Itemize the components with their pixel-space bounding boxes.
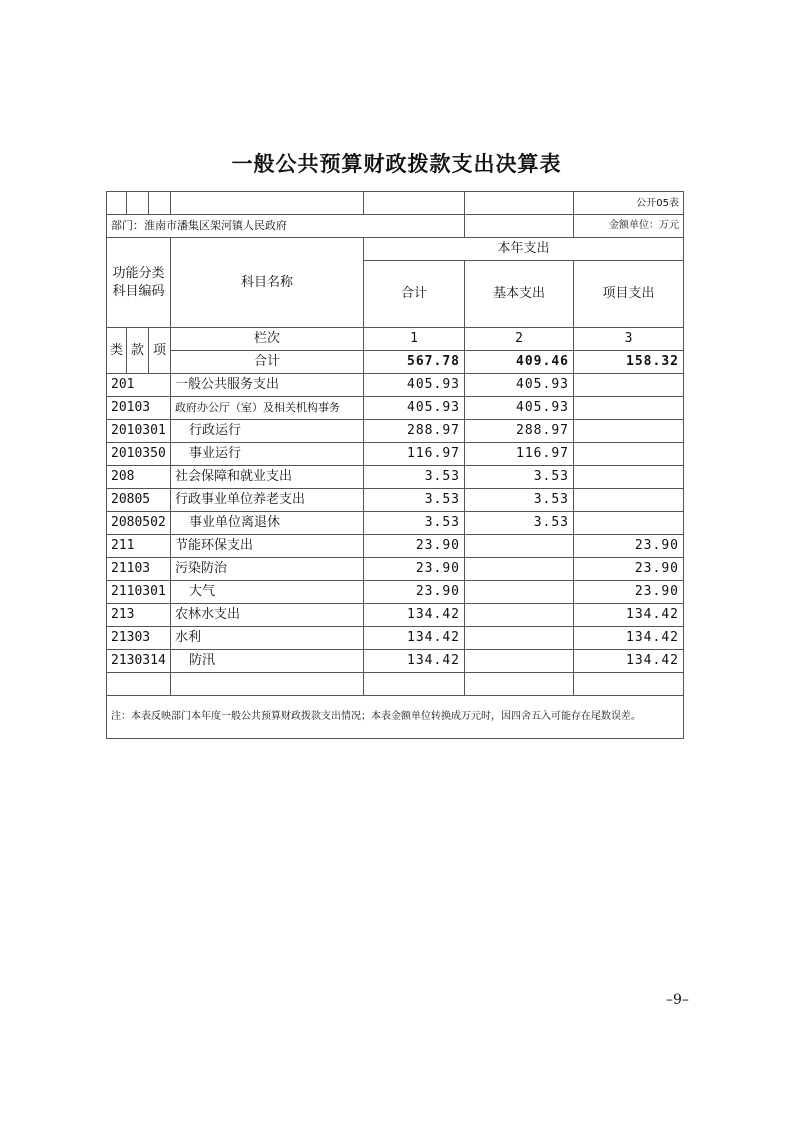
row-total: 23.90	[364, 581, 465, 604]
row-total: 3.53	[364, 512, 465, 535]
row-total: 288.97	[364, 420, 465, 443]
row-basic: 116.97	[465, 443, 574, 466]
row-code: 2130314	[107, 650, 171, 673]
row-code: 2010301	[107, 420, 171, 443]
row-project: 23.90	[574, 581, 684, 604]
header-row-1	[107, 238, 684, 261]
row-total: 405.93	[364, 374, 465, 397]
page-number: –9–	[666, 992, 689, 1008]
header-row-4	[107, 328, 684, 351]
table-row	[107, 420, 684, 443]
table-row	[107, 604, 684, 627]
row-code: 213	[107, 604, 171, 627]
note-row	[107, 696, 684, 739]
row-code: 2080502	[107, 512, 171, 535]
table-row	[107, 581, 684, 604]
table-note: 注：本表反映部门本年度一般公共预算财政拨款支出情况；本表金额单位转换成万元时，因四舍五入可能存在尾数误差。	[107, 696, 684, 739]
expense-table	[106, 191, 684, 739]
row-basic: 288.97	[465, 420, 574, 443]
row-basic	[465, 604, 574, 627]
row-name: 节能环保支出	[171, 535, 364, 558]
row-code: 20805	[107, 489, 171, 512]
summary-total: 567.78	[364, 351, 465, 374]
summary-basic: 409.46	[465, 351, 574, 374]
row-project	[574, 374, 684, 397]
lei-header: 类	[107, 328, 127, 374]
row-total: 134.42	[364, 604, 465, 627]
row-name: 社会保障和就业支出	[171, 466, 364, 489]
department-label: 部门：淮南市潘集区架河镇人民政府	[107, 215, 465, 238]
row-name: 政府办公厅（室）及相关机构事务	[171, 397, 364, 420]
row-code: 2110301	[107, 581, 171, 604]
row-project: 134.42	[574, 627, 684, 650]
row-project	[574, 420, 684, 443]
row-total: 405.93	[364, 397, 465, 420]
row-name: 事业单位离退休	[171, 512, 364, 535]
row-code: 20103	[107, 397, 171, 420]
row-basic	[465, 558, 574, 581]
subject-name-header: 科目名称	[171, 238, 364, 328]
row-basic: 405.93	[465, 374, 574, 397]
row-code: 21303	[107, 627, 171, 650]
col2-header: 2	[465, 328, 574, 351]
row-project	[574, 512, 684, 535]
row-code: 211	[107, 535, 171, 558]
row-basic: 3.53	[465, 466, 574, 489]
table-row	[107, 512, 684, 535]
row-total: 3.53	[364, 489, 465, 512]
row-basic	[465, 627, 574, 650]
col1-header: 1	[364, 328, 465, 351]
department-row	[107, 215, 684, 238]
row-total: 3.53	[364, 466, 465, 489]
blank-row	[107, 673, 684, 696]
row-total: 23.90	[364, 558, 465, 581]
row-basic: 405.93	[465, 397, 574, 420]
kuan-header: 款	[127, 328, 149, 374]
row-code: 201	[107, 374, 171, 397]
row-project: 23.90	[574, 535, 684, 558]
row-project: 134.42	[574, 650, 684, 673]
table-row	[107, 443, 684, 466]
lanci-header: 栏次	[171, 328, 364, 351]
row-basic	[465, 650, 574, 673]
table-row	[107, 627, 684, 650]
row-total: 134.42	[364, 627, 465, 650]
row-code: 2010350	[107, 443, 171, 466]
row-code: 208	[107, 466, 171, 489]
row-code: 21103	[107, 558, 171, 581]
summary-row	[107, 351, 684, 374]
row-name: 行政运行	[171, 420, 364, 443]
summary-label: 合计	[171, 351, 364, 374]
page-title: 一般公共预算财政拨款支出决算表	[231, 152, 562, 176]
row-basic: 3.53	[465, 512, 574, 535]
row-name: 大气	[171, 581, 364, 604]
func-code-header: 功能分类科目编码	[107, 238, 171, 328]
row-basic	[465, 535, 574, 558]
row-project	[574, 466, 684, 489]
row-total: 134.42	[364, 650, 465, 673]
row-project: 23.90	[574, 558, 684, 581]
total-header: 合计	[364, 261, 465, 328]
project-header: 项目支出	[574, 261, 684, 328]
table-row	[107, 397, 684, 420]
row-name: 行政事业单位养老支出	[171, 489, 364, 512]
table-row	[107, 650, 684, 673]
year-expense-header: 本年支出	[364, 238, 684, 261]
row-basic: 3.53	[465, 489, 574, 512]
row-total: 116.97	[364, 443, 465, 466]
basic-header: 基本支出	[465, 261, 574, 328]
summary-project: 158.32	[574, 351, 684, 374]
row-name: 防汛	[171, 650, 364, 673]
row-name: 一般公共服务支出	[171, 374, 364, 397]
unit-label: 金额单位：万元	[574, 215, 684, 238]
row-project	[574, 489, 684, 512]
col3-header: 3	[574, 328, 684, 351]
table-row	[107, 558, 684, 581]
table-row	[107, 489, 684, 512]
row-name: 水利	[171, 627, 364, 650]
top-blank-row	[107, 192, 684, 215]
form-number: 公开05表	[574, 192, 684, 215]
row-name: 污染防治	[171, 558, 364, 581]
xiang-header: 项	[149, 328, 171, 374]
row-project	[574, 443, 684, 466]
row-project: 134.42	[574, 604, 684, 627]
table-row	[107, 535, 684, 558]
row-name: 农林水支出	[171, 604, 364, 627]
row-name: 事业运行	[171, 443, 364, 466]
table-row	[107, 374, 684, 397]
row-total: 23.90	[364, 535, 465, 558]
table-row	[107, 466, 684, 489]
row-project	[574, 397, 684, 420]
row-basic	[465, 581, 574, 604]
